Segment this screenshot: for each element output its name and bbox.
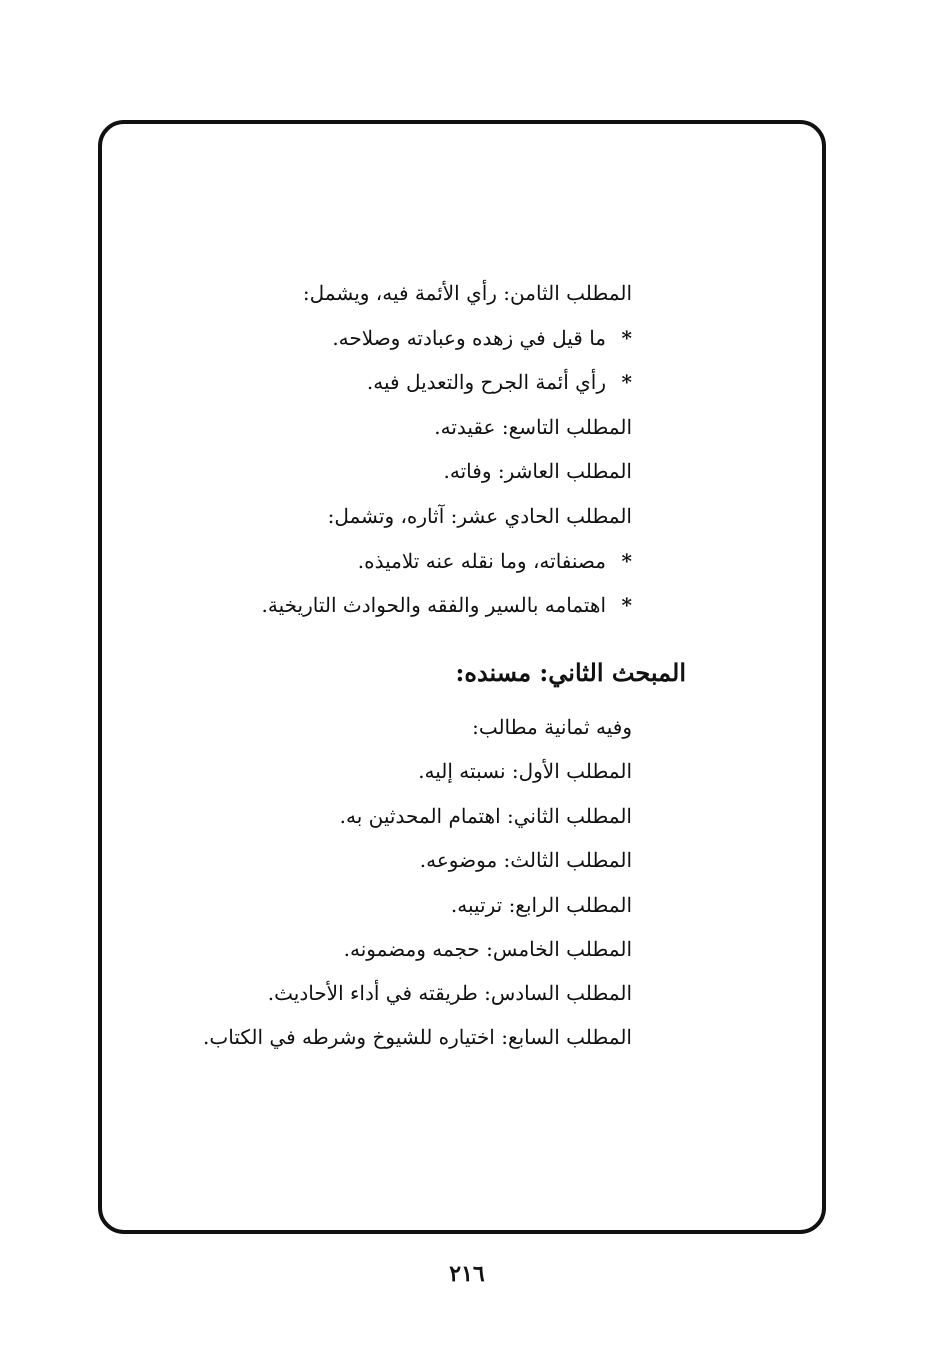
item-line: المطلب الأول: نسبته إليه. (418, 759, 632, 783)
section-intro: وفيه ثمانية مطالب: (472, 715, 632, 739)
bullet-item (262, 590, 632, 620)
section-heading: المبحث الثاني: مسنده: (455, 658, 686, 687)
bullet-text: رأي أئمة الجرح والتعديل فيه. (366, 370, 606, 394)
bullet-text: اهتمامه بالسير والفقه والحوادث التاريخية. (261, 593, 606, 617)
page-frame (98, 120, 826, 1234)
bullet-item (332, 323, 632, 353)
item-line: المطلب الرابع: ترتيبه. (450, 893, 632, 917)
item-line: المطلب الخامس: حجمه ومضمونه. (343, 937, 632, 961)
bullet-item (358, 546, 632, 576)
item-line: المطلب التاسع: عقيدته. (434, 415, 632, 439)
bullet-star-icon: * (621, 549, 632, 573)
item-line: المطلب الحادي عشر: آثاره، وتشمل: (327, 504, 632, 528)
item-line: المطلب الثامن: رأي الأئمة فيه، ويشمل: (302, 281, 632, 305)
page-number: ٢١٦ (449, 1261, 485, 1287)
page-content (102, 124, 822, 1230)
bullet-star-icon: * (621, 326, 632, 350)
item-line: المطلب الثاني: اهتمام المحدثين به. (339, 804, 632, 828)
bullet-star-icon: * (621, 370, 632, 394)
bullet-text: مصنفاته، وما نقله عنه تلاميذه. (357, 549, 606, 573)
bullet-item (367, 367, 632, 397)
bullet-text: ما قيل في زهده وعبادته وصلاحه. (332, 326, 606, 350)
item-line: المطلب الثالث: موضوعه. (419, 848, 632, 872)
item-line: المطلب السابع: اختياره للشيوخ وشرطه في الكتاب. (203, 1025, 632, 1049)
bullet-star-icon: * (621, 593, 632, 617)
item-line: المطلب السادس: طريقته في أداء الأحاديث. (267, 981, 632, 1005)
item-line: المطلب العاشر: وفاته. (443, 459, 632, 483)
